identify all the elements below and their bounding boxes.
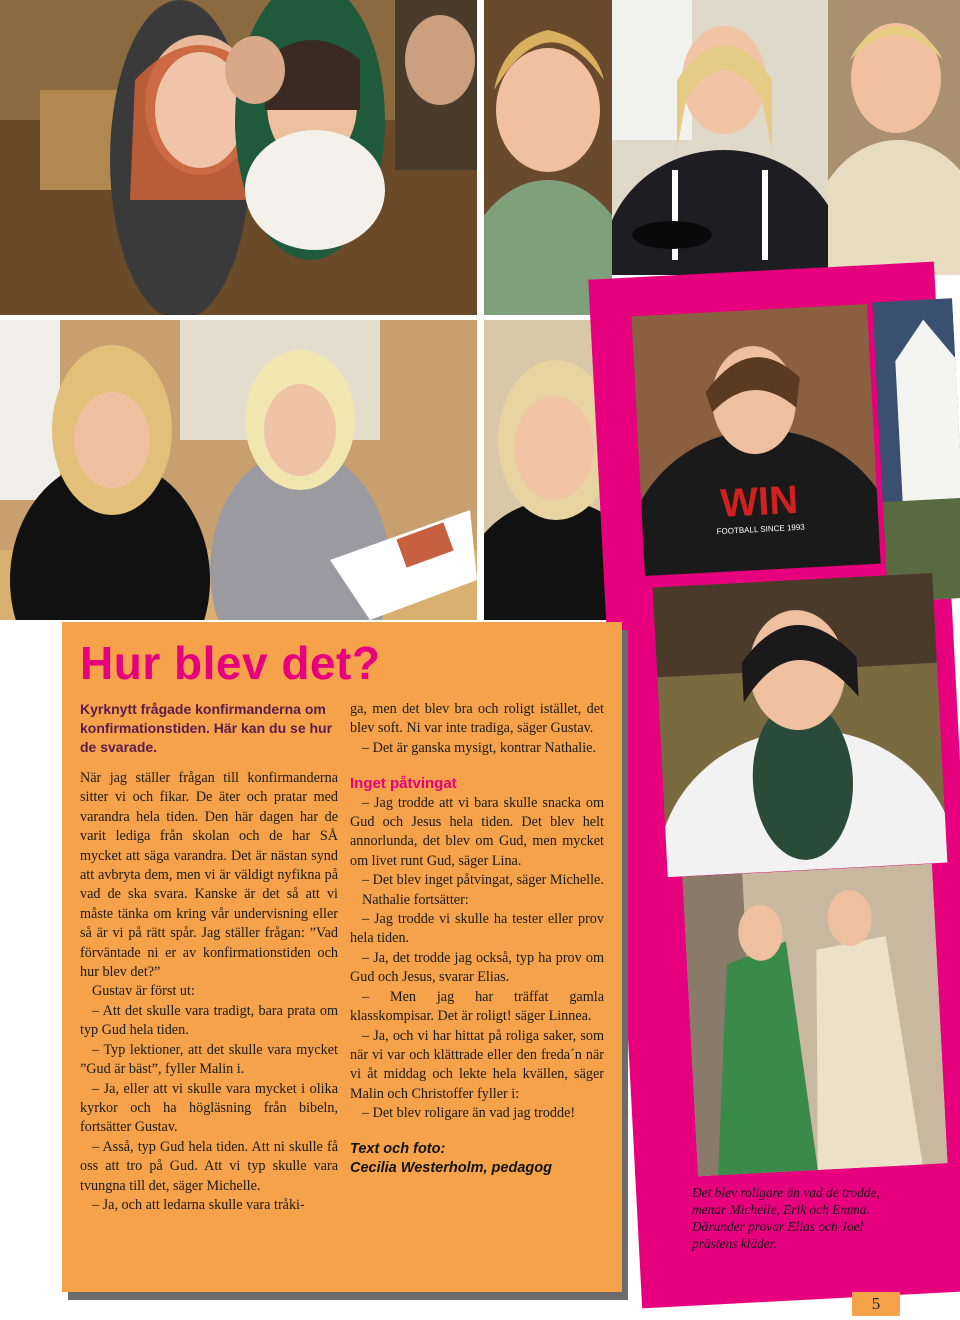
photo-curly-boy xyxy=(484,0,612,315)
photo-blonde-girl-tracksuit xyxy=(612,0,828,275)
article-paragraph: När jag ställer frågan till konfirmanderna sitter vi och fikar. De äter och pratar med varandra hela tiden. Den här dagen har de varit lediga från skolan och de har SÅ mycket att säga varandra. Det är nästan synd att avbryta dem, men vi är väldigt nyfikna på vad de ska svara. Kanske är det så att vi måste tänka om kring vår undervisning eller så är vi på rätt spår. Jag ställer frågan: ”Vad förväntade ni er av konfirmationstiden och hur blev det?” xyxy=(80,770,338,981)
article-paragraph: – Ja, och att ledarna skulle vara tråki- xyxy=(92,1196,305,1213)
article-paragraph: Nathalie fortsätter: xyxy=(362,891,469,908)
hoodie-logo: WIN xyxy=(719,477,800,526)
photo-two-girls-scarf xyxy=(0,0,477,315)
article-paragraph: – Typ lektioner, att det skulle vara mycket ”Gud är bäst”, fyller Malin i. xyxy=(80,1041,338,1078)
page-number: 5 xyxy=(852,1292,900,1316)
article-paragraph: – Det är ganska mysigt, kontrar Nathalie. xyxy=(362,739,597,756)
article-paragraph: – Det blev roligare än vad jag trodde! xyxy=(362,1105,576,1122)
article-subhead: Inget påtvingat xyxy=(350,775,457,793)
article-lead: Kyrknytt frågade konfirmanderna om konfirmationstiden. Här kan du se hur de svarade. xyxy=(80,701,333,755)
article-paragraph: – Men jag har träffat gamla klasskompisar. Det är roligt! säger Linnea. xyxy=(350,988,604,1025)
article-paragraph: – Att det skulle vara tradigt, bara prata om typ Gud hela tiden. xyxy=(80,1002,338,1039)
article-paragraph: – Jag trodde vi skulle ha tester eller prov hela tiden. xyxy=(350,911,604,947)
article-paragraph: – Det blev inget påtvingat, säger Michelle. xyxy=(362,872,604,889)
article-column-2 xyxy=(350,700,604,1178)
photo-girl-scarf-gym xyxy=(653,573,948,877)
byline-label-text: Text och foto: xyxy=(350,1140,446,1157)
photo-boy-hoodie xyxy=(631,304,880,576)
article-title: Hur blev det? xyxy=(80,637,381,689)
article-paragraph: ga, men det blev bra och roligt istället, det blev soft. Ni var inte tradiga, säger Gustav. xyxy=(350,701,604,737)
article-paragraph: – Ja, eller att vi skulle vara mycket i olika kyrkor och ha högläsning från bibeln, fortsätter Gustav. xyxy=(80,1080,338,1136)
article-paragraph: – Jag trodde att vi bara skulle snacka om Gud och Jesus hela tiden. Det blev helt annorlunda, det blev om Gud, men mycket om livet runt Gud, säger Lina. xyxy=(350,794,604,869)
photo-two-girls-table xyxy=(0,320,477,620)
article-paragraph: – Ja, det trodde jag också, typ ha prov om Gud och Jesus, svarar Elias. xyxy=(350,949,604,986)
article-paragraph: – Ja, och vi har hittat på roliga saker, som när vi var och klättrade eller den freda´n när vi åt middag och lekte hela kvällen, säger Malin och Christoffer fyller i: xyxy=(350,1027,604,1102)
article-box xyxy=(62,622,622,1292)
article-paragraph: – Asså, typ Gud hela tiden. Att ni skulle få oss att tro på Gud. Att vi typ skulle vara tvungna till det, säger Michelle. xyxy=(80,1138,338,1194)
article-column-1 xyxy=(80,700,338,1215)
hoodie-subtext: FOOTBALL SINCE 1993 xyxy=(716,522,805,537)
article-paragraph: Gustav är först ut: xyxy=(92,983,195,1000)
photo-boys-vestments xyxy=(682,864,947,1177)
photo-caption: Det blev roligare än vad de trodde, menar Michelle, Erik och Emma. Därunder provar Elias och Joel prästens kläder. xyxy=(692,1185,880,1251)
photo-church xyxy=(872,298,960,602)
photo-boy-vestment xyxy=(828,0,960,275)
byline-author: Cecilia Westerholm, pedagog xyxy=(350,1159,552,1176)
byline-label xyxy=(350,1140,604,1178)
